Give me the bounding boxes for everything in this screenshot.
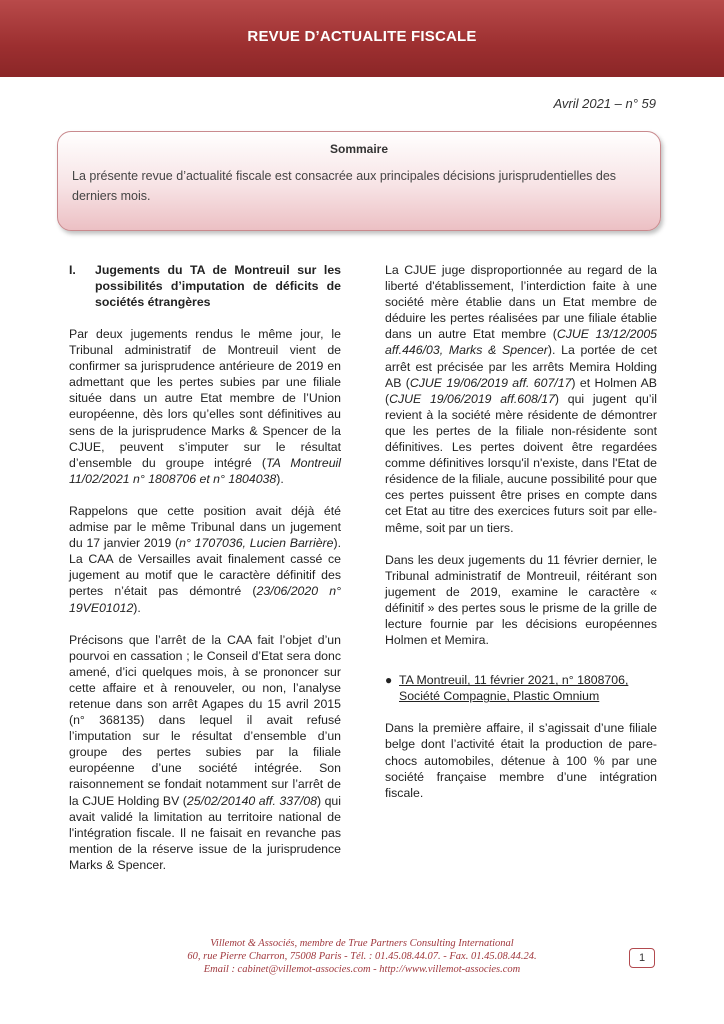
footer xyxy=(0,937,724,976)
page-title: REVUE D’ACTUALITE FISCALE xyxy=(247,28,477,45)
case-reference-item xyxy=(385,672,657,704)
section-heading xyxy=(69,262,341,310)
left-column xyxy=(69,262,341,889)
section-heading-text: Jugements du TA de Montreuil sur les possibilités d’imputation de déficits de sociétés étrangères xyxy=(95,263,341,309)
paragraph: Dans la première affaire, il s’agissait d’une filiale belge dont l’activité était la production de pare-chocs automobiles, détenue à 100 % par une société française membre d’une intégration fiscale. xyxy=(385,721,657,800)
paragraph: Par deux jugements rendus le même jour, le Tribunal administratif de Montreuil vient de confirmer sa jurisprudence antérieure de 2019 en admettant que les pertes subies par une filiale située dans un autre Etat membre de l’Union européenne, dès lors qu’elles sont définitives au sens de la jurisprudence Marks & Spencer de la CJUE, peuvent s’imputer sur le résultat d’ensemble du groupe intégré (TA Montreuil 11/02/2021 n° 1808706 et n° 1804038). xyxy=(69,327,341,486)
bullet-icon: ● xyxy=(385,673,393,688)
section-number: I. xyxy=(69,263,76,277)
case-reference-text: TA Montreuil, 11 février 2021, n° 1808706, Société Compagnie, Plastic Omnium xyxy=(399,673,629,704)
summary-title: Sommaire xyxy=(329,142,389,156)
header-banner xyxy=(0,0,724,77)
paragraph: Précisons que l’arrêt de la CAA fait l’objet d’un pourvoi en cassation ; le Conseil d’Etat sera donc amené, d’ici quelques mois, à se prononcer sur cette affaire et à renouveler, ou non, l’analyse retenue dans son arrêt Agapes du 15 avril 2015 (n° 368135) dans lequel il avait refusé l’imputation sur le résultat d’ensemble d’un groupe des pertes subies par la filiale européenne d’une société intégrée. Son raisonnement se fondait notamment sur l’arrêt de la CJUE Holding BV (25/02/20140 aff. 337/08) qui avait validé la limitation au territoire national de l'intégration fiscale. Il ne faisait en revanche pas mention de la réserve issue de la jurisprudence Marks & Spencer. xyxy=(69,632,341,872)
paragraph: La CJUE juge disproportionnée au regard de la liberté d'établissement, l’interdiction faite à une société mère établie dans un Etat membre de déduire les pertes réalisées par une filiale établie dans un autre Etat membre (CJUE 13/12/2005 aff.446/03, Marks & Spencer). La portée de cet arrêt est précisée par les arrêts Memira Holding AB (CJUE 19/06/2019 aff. 607/17) et Holmen AB (CJUE 19/06/2019 aff.608/17) qui jugent qu’il revient à la société mère résidente de démontrer que les pertes de la filiale non-résidente sont définitives. Les pertes doivent être regardées comme définitives lorsqu'il n'existe, dans l'Etat de résidence de la filiale, aucune possibilité pour que ces pertes puissent être prises en compte dans cet Etat au titre des exercices futurs soit par elle-même, soit par un tiers. xyxy=(385,263,658,535)
footer-line: Villemot & Associés, membre de True Partners Consulting International xyxy=(210,938,514,949)
footer-line: 60, rue Pierre Charron, 75008 Paris - Tél. : 01.45.08.44.07. - Fax. 01.45.08.44.24. xyxy=(187,951,537,962)
summary-box xyxy=(57,131,661,231)
summary-text: La présente revue d’actualité fiscale est consacrée aux principales décisions jurisprudentielles des derniers mois. xyxy=(72,169,617,203)
footer-line: Email : cabinet@villemot-associes.com - http://www.villemot-associes.com xyxy=(203,964,521,975)
page-number: 1 xyxy=(629,948,655,968)
right-column xyxy=(385,262,657,817)
paragraph: Rappelons que cette position avait déjà été admise par le même Tribunal dans un jugement du 17 janvier 2019 (n° 1707036, Lucien Barrière). La CAA de Versailles avait finalement cassé ce jugement au motif que le caractère définitif des pertes n’était pas démontré (23/06/2020 n° 19VE01012). xyxy=(69,503,341,615)
issue-label: Avril 2021 – n° 59 xyxy=(553,96,656,111)
paragraph: Dans les deux jugements du 11 février dernier, le Tribunal administratif de Montreuil, réitérant son jugement de 2019, examine le caractère « définitif » des pertes sous le prisme de la grille de lecture fournie par les décisions européennes Holmen et Memira. xyxy=(385,552,657,648)
